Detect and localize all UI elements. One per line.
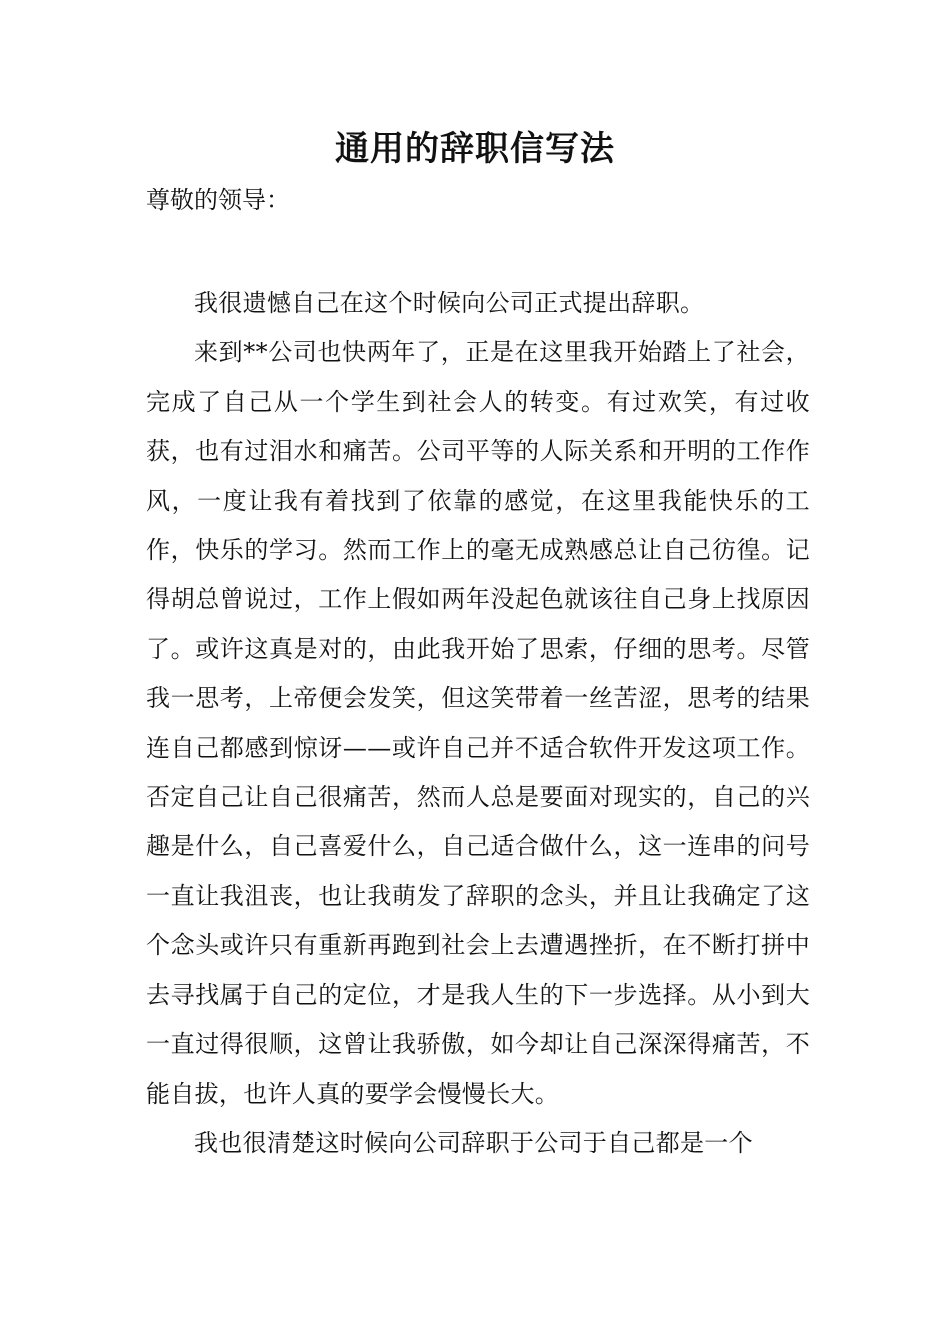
- document-title: 通用的辞职信写法: [335, 129, 615, 169]
- salutation: 尊敬的领导：: [146, 186, 290, 214]
- paragraph-3: 我也很清楚这时候向公司辞职于公司于自己都是一个: [194, 1128, 753, 1157]
- letter-body: [146, 279, 810, 1168]
- paragraph-2: 来到**公司也快两年了，正是在这里我开始踏上了社会，完成了自己从一个学生到社会人的转变。有过欢笑，有过收获，也有过泪水和痛苦。公司平等的人际关系和开明的工作作风，一度让我有着找到了依靠的感觉，在这里我能快乐的工作，快乐的学习。然而工作上的毫无成熟感总让自己彷徨。记得胡总曾说过，工作上假如两年没起色就该往自己身上找原因了。或许这真是对的，由此我开始了思索，仔细的思考。尽管我一思考，上帝便会发笑，但这笑带着一丝苦涩，思考的结果连自己都感到惊讶——或许自己并不适合软件开发这项工作。否定自己让自己很痛苦，然而人总是要面对现实的，自己的兴趣是什么，自己喜爱什么，自己适合做什么，这一连串的问号一直让我沮丧，也让我萌发了辞职的念头，并且让我确定了这个念头或许只有重新再跑到社会上去遭遇挫折，在不断打拼中去寻找属于自己的定位，才是我人生的下一步选择。从小到大一直过得很顺，这曾让我骄傲，如今却让自己深深得痛苦，不能自拔，也许人真的要学会慢慢长大。: [146, 338, 810, 1108]
- paragraph-1: 我很遗憾自己在这个时候向公司正式提出辞职。: [194, 289, 705, 317]
